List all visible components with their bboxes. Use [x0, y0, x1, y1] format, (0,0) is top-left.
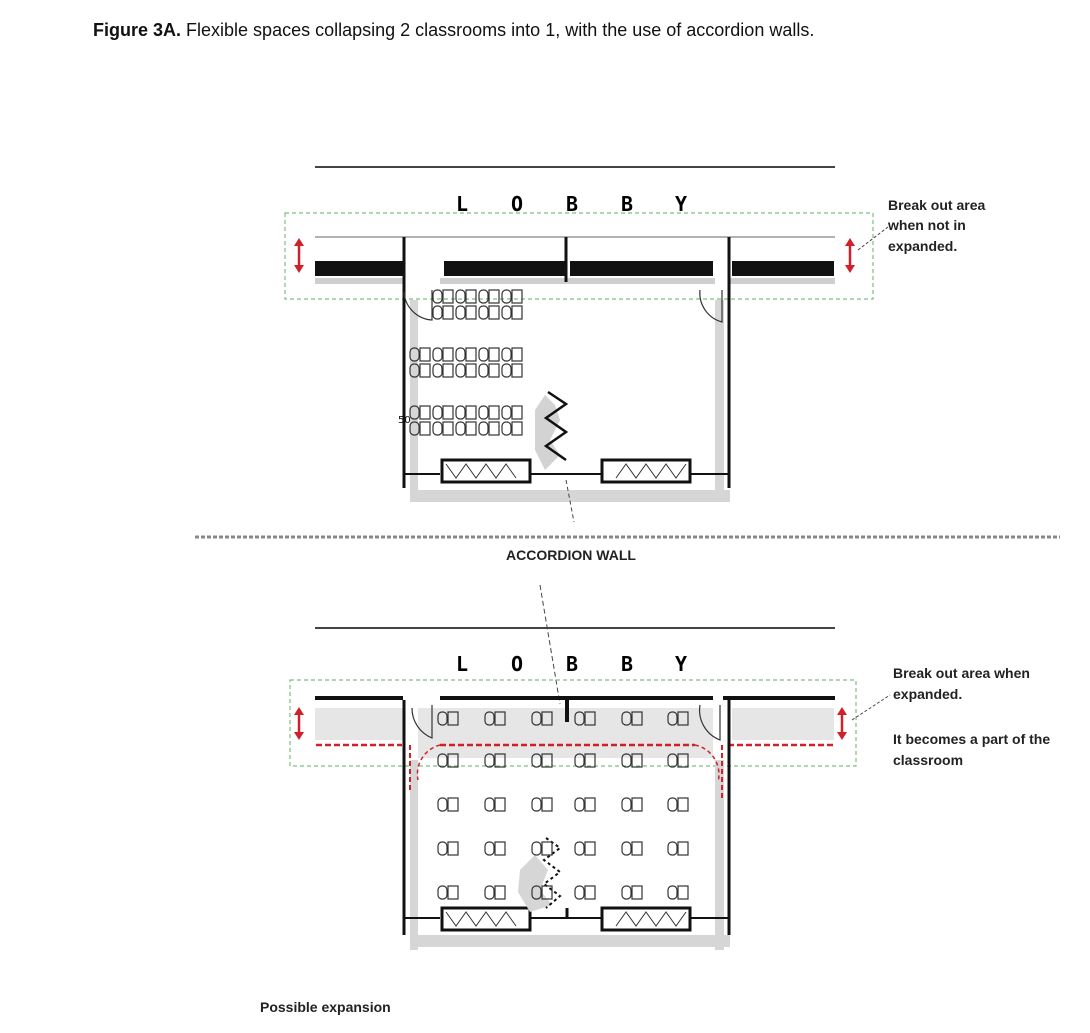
bottom-window-left: [442, 908, 530, 930]
bottom-lobby-letter-3: B: [565, 652, 579, 676]
bottom-left-expand-arrow: [294, 707, 304, 740]
bottom-lobby-letter-5: Y: [674, 652, 688, 676]
bottom-bottom-shadow: [410, 935, 730, 947]
bottom-lobby-letter-2: O: [510, 652, 524, 676]
top-lobby-letter-3: B: [565, 192, 579, 216]
top-right-expand-arrow: [845, 238, 855, 273]
top-bottom-shadow: [410, 490, 730, 502]
possible-expansion-label: Possible expansion: [260, 999, 391, 1015]
top-left-expand-arrow: [294, 238, 304, 273]
top-wall-shadow: [315, 278, 405, 284]
top-note-line-2: when not in: [888, 217, 966, 233]
bottom-window-right: [602, 908, 690, 930]
bottom-note-leader: [852, 695, 890, 720]
top-side-shadow: [715, 300, 724, 490]
top-floor-plan: [285, 167, 985, 502]
top-corridor-wall: [315, 261, 403, 276]
bottom-divider: [565, 700, 569, 722]
figure-caption-text: Flexible spaces collapsing 2 classrooms into 1, with the use of accordion walls.: [186, 20, 815, 40]
accordion-wall-label: ACCORDION WALL: [506, 547, 636, 563]
bottom-corridor-wall: [440, 696, 713, 700]
bottom-lobby-letter-1: L: [455, 652, 469, 676]
top-wall-shadow: [730, 278, 835, 284]
bottom-note-line-2: expanded.: [893, 686, 963, 702]
bottom-corridor-wall: [723, 696, 835, 700]
top-lobby-letter-2: O: [510, 192, 524, 216]
top-desk-group: [410, 290, 522, 435]
bottom-lobby-label: [456, 652, 687, 676]
top-breakout-area-box: [285, 213, 873, 299]
top-corridor-wall: [444, 261, 566, 276]
bottom-expansion-band: [315, 708, 405, 740]
bottom-expansion-band: [732, 708, 834, 740]
top-label-50: 50: [398, 415, 411, 426]
top-side-shadow: [410, 300, 418, 490]
bottom-note2-line-2: classroom: [893, 752, 964, 768]
bottom-note2-line-1: It becomes a part of the: [893, 731, 1051, 747]
bottom-right-expand-arrow: [837, 707, 847, 740]
top-wall-shadow: [440, 278, 715, 284]
bottom-accordion-shadow: [518, 855, 552, 912]
bottom-floor-plan: [290, 628, 1050, 950]
top-accordion-shadow: [535, 395, 560, 470]
figure-label: Figure 3A.: [93, 20, 182, 40]
bottom-note-line-1: Break out area when: [893, 665, 1030, 681]
top-corridor-wall: [570, 261, 713, 276]
bottom-side-shadow: [410, 760, 418, 950]
bottom-corridor-wall: [315, 696, 403, 700]
top-lobby-letter-4: B: [620, 192, 634, 216]
top-note-line-3: expanded.: [888, 238, 958, 254]
bottom-lobby-letter-4: B: [620, 652, 634, 676]
top-lobby-letter-1: L: [455, 192, 469, 216]
top-note-line-1: Break out area: [888, 197, 986, 213]
accordion-leader-bottom: [540, 585, 560, 704]
top-corridor-wall: [732, 261, 834, 276]
top-window-left: [442, 460, 530, 482]
top-lobby-letter-5: Y: [674, 192, 688, 216]
top-window-right: [602, 460, 690, 482]
